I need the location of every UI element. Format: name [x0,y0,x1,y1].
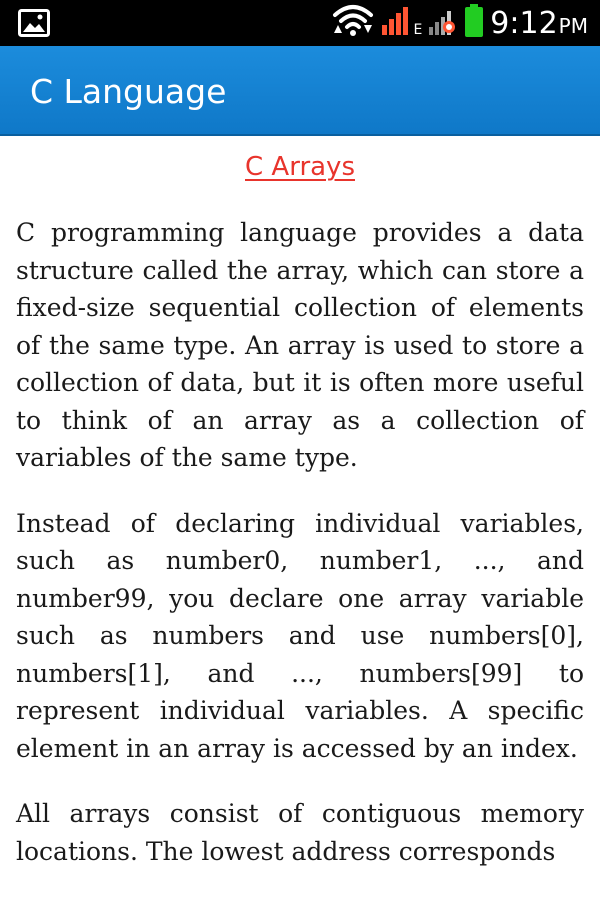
status-icons [331,0,588,46]
battery-icon [464,4,484,43]
clock-ampm: PM [558,13,588,38]
article-content[interactable] [0,136,600,900]
article-title [16,152,584,192]
data-e-icon: E [413,22,423,38]
signal-icon [381,7,411,40]
paragraph-3: All arrays consist of contiguous memory locations. The lowest address corresponds [16,799,584,866]
signal-2-icon [428,7,458,40]
app-title: C Language [30,72,227,111]
status-bar [0,0,600,46]
app-bar [0,46,600,136]
clock-time: 9:12 [490,5,558,41]
paragraph-2: Instead of declaring individual variables, such as number0, number1, ..., and number99, you declare one array variable such as numbers and use numbers[0], numbers[1], and ..., numbers[99] to represent individual variables. A specific element in an array is accessed by an index. [16,508,584,763]
article-title-text: C Arrays [245,152,355,182]
paragraph-1: C programming language provides a data structure called the array, which can store a fixed-size sequential collection of elements of the same type. An array is used to store a collection of data, but it is often more useful to think of an array as a collection of variables of the same type. [16,218,584,472]
wifi-icon [331,3,375,44]
clock [490,6,588,41]
picture-icon[interactable] [18,9,50,37]
